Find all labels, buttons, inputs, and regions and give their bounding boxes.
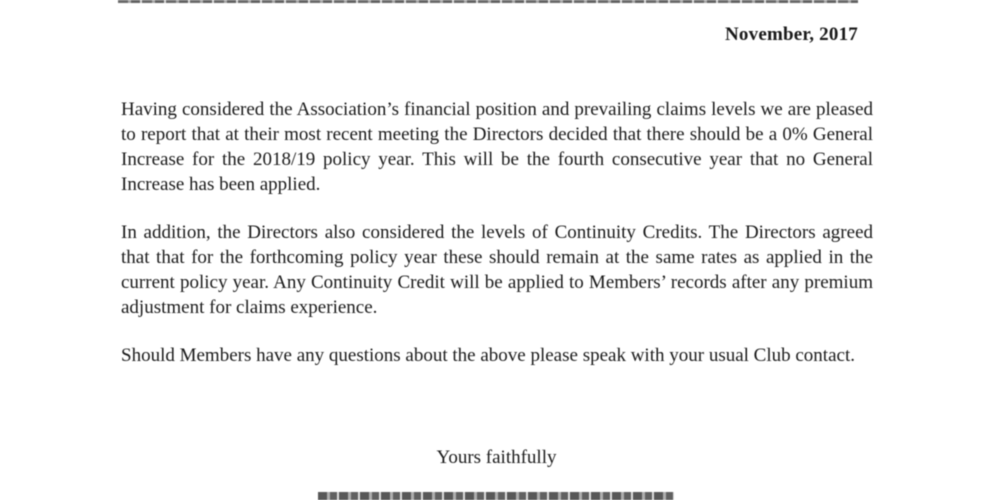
cropped-signature-line	[318, 492, 674, 500]
paragraph-questions: Should Members have any questions about the above please speak with your usual Club contact.	[121, 345, 855, 366]
letter-closing	[0, 447, 1000, 469]
cropped-heading-line	[118, 0, 858, 3]
closing-text: Yours faithfully	[436, 447, 557, 468]
letter-body	[121, 97, 873, 391]
paragraph-general-increase: Having considered the Association’s financial position and prevailing claims levels we are pleased to report that at their most recent meeting the Directors decided that there should be a 0% General Increase for the 2018/19 policy year. This will be the fourth consecutive year that no General Increase has been applied.	[121, 99, 873, 195]
paragraph-continuity-credits: In addition, the Directors also considered the levels of Continuity Credits. The Directors agreed that that for the forthcoming policy year these should remain at the same rates as applied in the current policy year. Any Continuity Credit will be applied to Members’ records after any premium adjustment for claims experience.	[121, 222, 873, 318]
letter-date: November, 2017	[725, 24, 858, 45]
